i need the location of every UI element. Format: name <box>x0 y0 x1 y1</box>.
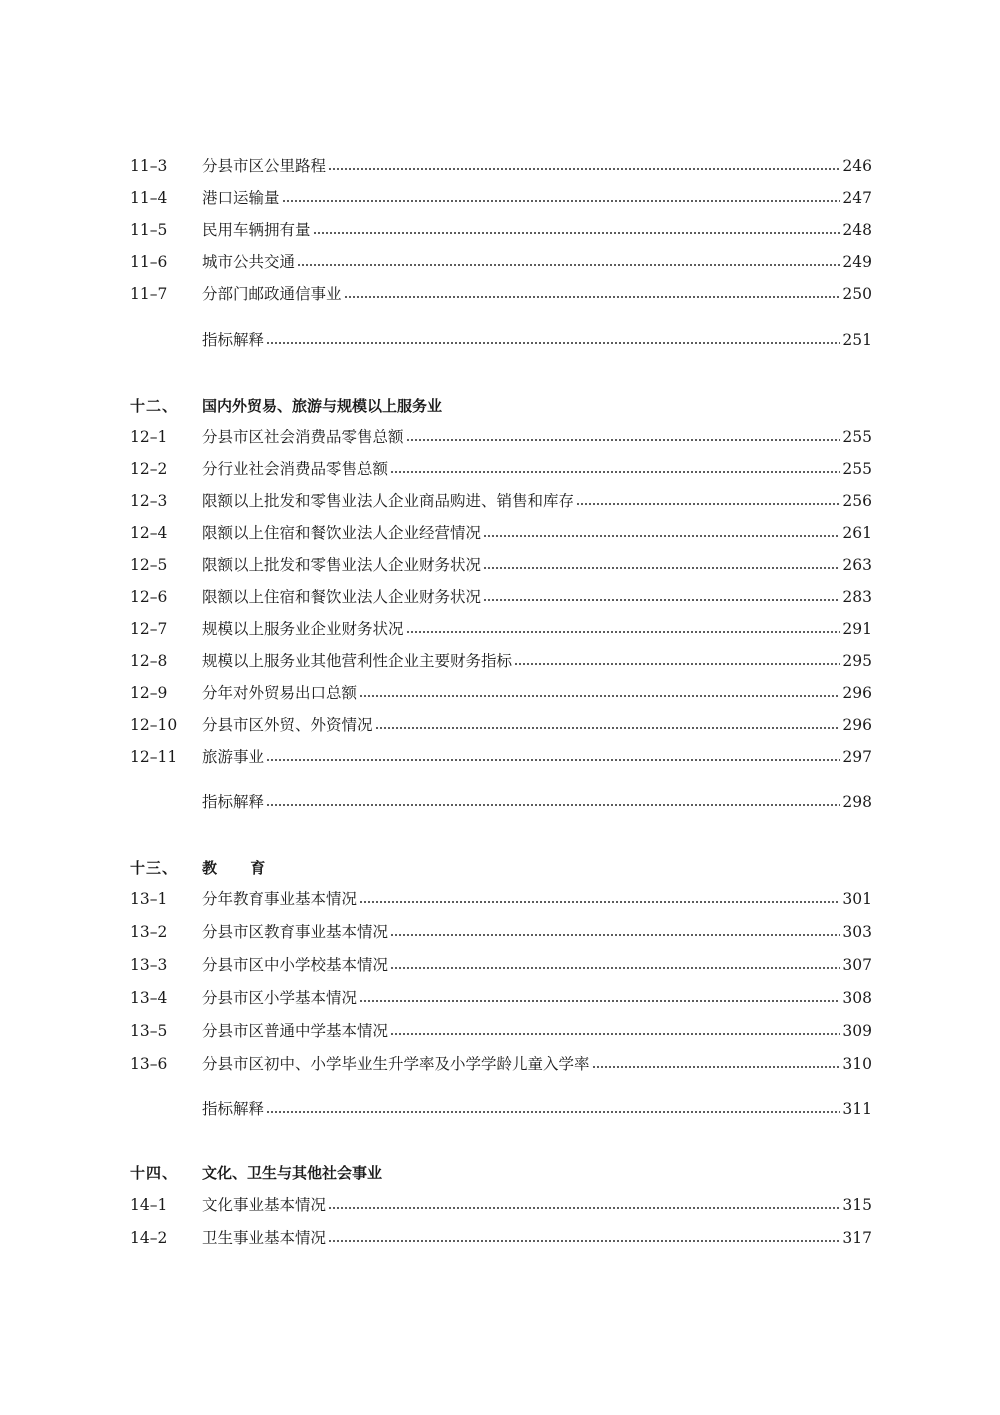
entry-title: 分县市区小学基本情况 <box>202 989 358 1007</box>
entry-page-number: 308 <box>842 989 872 1007</box>
toc-entry[interactable] <box>130 282 872 306</box>
entry-number: 14–1 <box>130 1196 168 1214</box>
toc-entry[interactable] <box>130 186 872 210</box>
toc-entry-notes[interactable] <box>130 328 872 352</box>
dot-leader <box>344 296 841 298</box>
entry-page-number: 307 <box>842 956 872 974</box>
entry-page-number: 263 <box>842 556 872 574</box>
entry-title: 分县市区公里路程 <box>202 157 327 175</box>
dot-leader <box>282 200 841 202</box>
entry-page-number: 317 <box>842 1229 872 1247</box>
entry-number: 13–3 <box>130 956 168 974</box>
entry-title: 分县市区普通中学基本情况 <box>202 1022 389 1040</box>
dot-leader <box>375 727 841 729</box>
entry-number: 12–10 <box>130 716 178 734</box>
entry-number: 13–2 <box>130 923 168 941</box>
entry-page-number: 315 <box>842 1196 872 1214</box>
entry-page-number: 301 <box>842 890 872 908</box>
chapter-title: 国内外贸易、旅游与规模以上服务业 <box>202 397 443 415</box>
chapter-heading[interactable] <box>130 1161 872 1185</box>
dot-leader <box>328 1240 840 1242</box>
toc-entry[interactable] <box>130 521 872 545</box>
entry-title: 港口运输量 <box>202 189 280 207</box>
dot-leader <box>313 232 841 234</box>
toc-entry[interactable] <box>130 1193 872 1217</box>
entry-number: 12–7 <box>130 620 168 638</box>
dot-leader <box>359 695 840 697</box>
toc-entry[interactable] <box>130 649 872 673</box>
chapter-heading[interactable] <box>130 856 872 880</box>
entry-number: 12–1 <box>130 428 168 446</box>
entry-page-number: 251 <box>842 331 872 349</box>
entry-number: 12–3 <box>130 492 168 510</box>
toc-entry[interactable] <box>130 920 872 944</box>
entry-page-number: 261 <box>842 524 872 542</box>
toc-entry[interactable] <box>130 713 872 737</box>
dot-leader <box>266 1111 840 1113</box>
dot-leader <box>483 567 840 569</box>
dot-leader <box>266 804 840 806</box>
entry-title: 限额以上住宿和餐饮业法人企业经营情况 <box>202 524 482 542</box>
chapter-number: 十二、 <box>130 397 179 415</box>
entry-title: 分年对外贸易出口总额 <box>202 684 358 702</box>
entry-number: 13–5 <box>130 1022 168 1040</box>
entry-title: 指标解释 <box>202 331 265 349</box>
chapter-title: 文化、卫生与其他社会事业 <box>202 1164 383 1182</box>
toc-entry[interactable] <box>130 154 872 178</box>
entry-number: 13–6 <box>130 1055 168 1073</box>
dot-leader <box>514 663 840 665</box>
toc-entry[interactable] <box>130 953 872 977</box>
dot-leader <box>406 439 841 441</box>
entry-number: 11–3 <box>130 157 168 175</box>
entry-title: 规模以上服务业企业财务状况 <box>202 620 404 638</box>
toc-entry[interactable] <box>130 457 872 481</box>
entry-page-number: 283 <box>842 588 872 606</box>
entry-page-number: 255 <box>842 428 872 446</box>
entry-page-number: 291 <box>842 620 872 638</box>
entry-number: 11–5 <box>130 221 168 239</box>
entry-page-number: 246 <box>842 157 872 175</box>
entry-page-number: 256 <box>842 492 872 510</box>
entry-number: 13–4 <box>130 989 168 1007</box>
entry-page-number: 296 <box>842 716 872 734</box>
dot-leader <box>266 342 840 344</box>
entry-number: 12–6 <box>130 588 168 606</box>
entry-page-number: 311 <box>842 1100 872 1118</box>
entry-title: 限额以上批发和零售业法人企业商品购进、销售和库存 <box>202 492 575 510</box>
chapter-number: 十三、 <box>130 859 179 877</box>
entry-title: 指标解释 <box>202 793 265 811</box>
entry-title: 规模以上服务业其他营利性企业主要财务指标 <box>202 652 513 670</box>
toc-entry[interactable] <box>130 489 872 513</box>
dot-leader <box>406 631 841 633</box>
entry-title: 分县市区教育事业基本情况 <box>202 923 389 941</box>
entry-page-number: 248 <box>842 221 872 239</box>
dot-leader <box>297 264 840 266</box>
dot-leader <box>359 1000 840 1002</box>
chapter-title: 教 育 <box>202 859 280 877</box>
entry-page-number: 303 <box>842 923 872 941</box>
toc-entry-notes[interactable] <box>130 1097 872 1121</box>
entry-number: 11–7 <box>130 285 168 303</box>
toc-entry[interactable] <box>130 1226 872 1250</box>
toc-entry[interactable] <box>130 250 872 274</box>
toc-entry[interactable] <box>130 681 872 705</box>
entry-title: 限额以上住宿和餐饮业法人企业财务状况 <box>202 588 482 606</box>
toc-entry[interactable] <box>130 986 872 1010</box>
entry-page-number: 297 <box>842 748 872 766</box>
toc-entry[interactable] <box>130 617 872 641</box>
dot-leader <box>483 599 840 601</box>
entry-title: 限额以上批发和零售业法人企业财务状况 <box>202 556 482 574</box>
entry-title: 卫生事业基本情况 <box>202 1229 327 1247</box>
entry-page-number: 309 <box>842 1022 872 1040</box>
entry-title: 文化事业基本情况 <box>202 1196 327 1214</box>
entry-number: 12–8 <box>130 652 168 670</box>
entry-title: 分县市区社会消费品零售总额 <box>202 428 404 446</box>
chapter-number: 十四、 <box>130 1164 179 1182</box>
entry-title: 分县市区外贸、外资情况 <box>202 716 373 734</box>
entry-number: 11–6 <box>130 253 168 271</box>
chapter-heading[interactable] <box>130 394 872 418</box>
toc-entry[interactable] <box>130 218 872 242</box>
entry-page-number: 295 <box>842 652 872 670</box>
entry-number: 12–2 <box>130 460 168 478</box>
entry-page-number: 255 <box>842 460 872 478</box>
entry-number: 12–9 <box>130 684 168 702</box>
toc-entry[interactable] <box>130 553 872 577</box>
entry-title: 分部门邮政通信事业 <box>202 285 342 303</box>
entry-number: 12–4 <box>130 524 168 542</box>
entry-page-number: 310 <box>842 1055 872 1073</box>
toc-entry[interactable] <box>130 887 872 911</box>
dot-leader <box>390 1033 840 1035</box>
dot-leader <box>592 1066 841 1068</box>
entry-title: 分年教育事业基本情况 <box>202 890 358 908</box>
entry-number: 13–1 <box>130 890 168 908</box>
dot-leader <box>483 535 840 537</box>
entry-page-number: 298 <box>842 793 872 811</box>
entry-number: 14–2 <box>130 1229 168 1247</box>
dot-leader <box>328 168 840 170</box>
entry-number: 12–5 <box>130 556 168 574</box>
dot-leader <box>390 471 840 473</box>
entry-page-number: 247 <box>842 189 872 207</box>
toc-entry[interactable] <box>130 1019 872 1043</box>
dot-leader <box>359 901 840 903</box>
entry-title: 民用车辆拥有量 <box>202 221 311 239</box>
dot-leader <box>576 503 840 505</box>
toc-entry-notes[interactable] <box>130 790 872 814</box>
entry-number: 11–4 <box>130 189 168 207</box>
dot-leader <box>266 759 840 761</box>
toc-entry[interactable] <box>130 585 872 609</box>
toc-entry[interactable] <box>130 425 872 449</box>
entry-title: 城市公共交通 <box>202 253 296 271</box>
entry-title: 指标解释 <box>202 1100 265 1118</box>
entry-title: 分县市区中小学校基本情况 <box>202 956 389 974</box>
dot-leader <box>328 1207 840 1209</box>
entry-page-number: 249 <box>842 253 872 271</box>
toc-entry[interactable] <box>130 745 872 769</box>
toc-entry[interactable] <box>130 1052 872 1076</box>
dot-leader <box>390 967 840 969</box>
dot-leader <box>390 934 840 936</box>
entry-page-number: 250 <box>842 285 872 303</box>
entry-page-number: 296 <box>842 684 872 702</box>
entry-title: 分县市区初中、小学毕业生升学率及小学学龄儿童入学率 <box>202 1055 590 1073</box>
entry-title: 旅游事业 <box>202 748 265 766</box>
entry-number: 12–11 <box>130 748 178 766</box>
entry-title: 分行业社会消费品零售总额 <box>202 460 389 478</box>
